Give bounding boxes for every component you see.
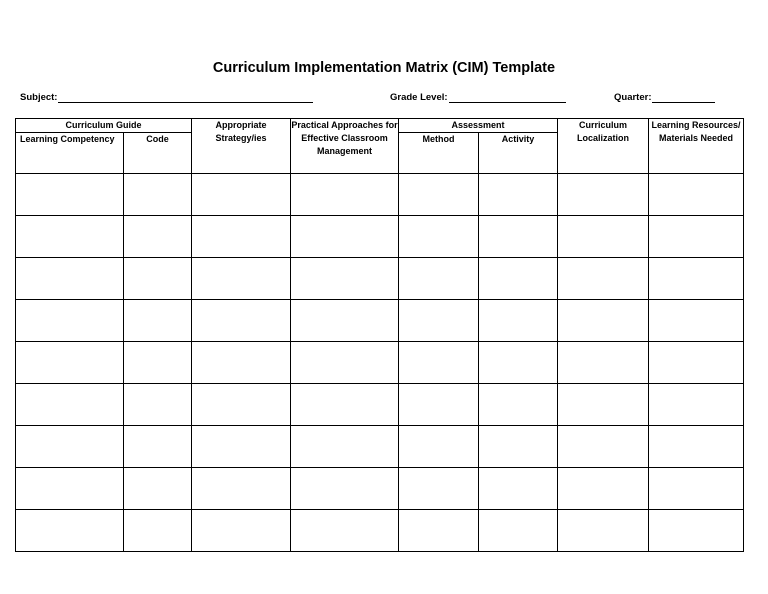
- cell-code[interactable]: [124, 174, 192, 216]
- cell-method[interactable]: [399, 174, 479, 216]
- cell-method[interactable]: [399, 426, 479, 468]
- table-row: [16, 426, 744, 468]
- grade-level-field: [390, 92, 566, 103]
- cell-localization[interactable]: [558, 342, 649, 384]
- cell-strategy[interactable]: [192, 258, 291, 300]
- cell-code[interactable]: [124, 216, 192, 258]
- cell-learning-competency[interactable]: [16, 174, 124, 216]
- header-activity: Activity: [479, 133, 558, 174]
- grade-level-blank-line[interactable]: [449, 92, 566, 103]
- cell-method[interactable]: [399, 468, 479, 510]
- cell-localization[interactable]: [558, 300, 649, 342]
- cell-code[interactable]: [124, 384, 192, 426]
- cell-method[interactable]: [399, 384, 479, 426]
- header-appropriate-strategy: Appropriate Strategy/ies: [192, 119, 291, 174]
- cell-method[interactable]: [399, 216, 479, 258]
- cell-practical-approaches[interactable]: [291, 216, 399, 258]
- cell-localization[interactable]: [558, 468, 649, 510]
- cell-learning-competency[interactable]: [16, 510, 124, 552]
- cell-strategy[interactable]: [192, 300, 291, 342]
- cell-localization[interactable]: [558, 174, 649, 216]
- cell-learning-competency[interactable]: [16, 468, 124, 510]
- cell-learning-competency[interactable]: [16, 258, 124, 300]
- table-row: [16, 300, 744, 342]
- cell-resources[interactable]: [649, 300, 744, 342]
- header-practical-approaches: Practical Approaches for Effective Classroom Management: [291, 119, 399, 174]
- cell-resources[interactable]: [649, 426, 744, 468]
- header-method: Method: [399, 133, 479, 174]
- cell-resources[interactable]: [649, 510, 744, 552]
- table-row: [16, 510, 744, 552]
- document-title: Curriculum Implementation Matrix (CIM) Template: [212, 60, 556, 76]
- table-row: [16, 216, 744, 258]
- cell-practical-approaches[interactable]: [291, 300, 399, 342]
- header-assessment: Assessment: [399, 119, 558, 133]
- cell-activity[interactable]: [479, 468, 558, 510]
- cell-practical-approaches[interactable]: [291, 384, 399, 426]
- cell-localization[interactable]: [558, 258, 649, 300]
- cell-code[interactable]: [124, 300, 192, 342]
- table-row: [16, 258, 744, 300]
- cell-learning-competency[interactable]: [16, 426, 124, 468]
- cell-code[interactable]: [124, 468, 192, 510]
- table-row: [16, 174, 744, 216]
- header-curriculum-guide: Curriculum Guide: [16, 119, 192, 133]
- cell-practical-approaches[interactable]: [291, 342, 399, 384]
- quarter-blank-line[interactable]: [652, 92, 715, 103]
- cell-practical-approaches[interactable]: [291, 426, 399, 468]
- subject-blank-line[interactable]: [58, 92, 313, 103]
- cell-learning-competency[interactable]: [16, 300, 124, 342]
- cell-method[interactable]: [399, 510, 479, 552]
- cell-code[interactable]: [124, 510, 192, 552]
- cell-resources[interactable]: [649, 384, 744, 426]
- cell-learning-competency[interactable]: [16, 384, 124, 426]
- table-row: [16, 384, 744, 426]
- cell-resources[interactable]: [649, 258, 744, 300]
- cell-activity[interactable]: [479, 426, 558, 468]
- header-curriculum-localization: Curriculum Localization: [558, 119, 649, 174]
- header-learning-resources: Learning Resources/ Materials Needed: [649, 119, 744, 174]
- cell-practical-approaches[interactable]: [291, 258, 399, 300]
- header-learning-competency: Learning Competency: [16, 133, 124, 174]
- cell-practical-approaches[interactable]: [291, 468, 399, 510]
- cell-practical-approaches[interactable]: [291, 174, 399, 216]
- cell-activity[interactable]: [479, 342, 558, 384]
- cell-code[interactable]: [124, 426, 192, 468]
- cell-strategy[interactable]: [192, 342, 291, 384]
- grade-level-label: Grade Level:: [390, 92, 448, 103]
- cell-strategy[interactable]: [192, 216, 291, 258]
- cell-learning-competency[interactable]: [16, 216, 124, 258]
- cell-learning-competency[interactable]: [16, 342, 124, 384]
- cell-activity[interactable]: [479, 174, 558, 216]
- cell-strategy[interactable]: [192, 426, 291, 468]
- cell-resources[interactable]: [649, 468, 744, 510]
- cell-localization[interactable]: [558, 510, 649, 552]
- cell-strategy[interactable]: [192, 510, 291, 552]
- cell-method[interactable]: [399, 300, 479, 342]
- cell-method[interactable]: [399, 342, 479, 384]
- cell-activity[interactable]: [479, 258, 558, 300]
- cell-localization[interactable]: [558, 384, 649, 426]
- cell-activity[interactable]: [479, 300, 558, 342]
- matrix-body: [16, 174, 744, 552]
- cell-activity[interactable]: [479, 216, 558, 258]
- cell-activity[interactable]: [479, 510, 558, 552]
- header-code: Code: [124, 133, 192, 174]
- cell-localization[interactable]: [558, 426, 649, 468]
- cell-strategy[interactable]: [192, 384, 291, 426]
- cell-method[interactable]: [399, 258, 479, 300]
- cell-resources[interactable]: [649, 174, 744, 216]
- table-row: [16, 468, 744, 510]
- cell-strategy[interactable]: [192, 174, 291, 216]
- cell-resources[interactable]: [649, 216, 744, 258]
- cell-strategy[interactable]: [192, 468, 291, 510]
- cell-practical-approaches[interactable]: [291, 510, 399, 552]
- curriculum-matrix-table: [15, 118, 744, 552]
- subject-label: Subject:: [20, 92, 58, 103]
- cell-localization[interactable]: [558, 216, 649, 258]
- cell-code[interactable]: [124, 342, 192, 384]
- cell-code[interactable]: [124, 258, 192, 300]
- subject-field: [20, 92, 313, 103]
- table-row: [16, 342, 744, 384]
- cell-activity[interactable]: [479, 384, 558, 426]
- quarter-label: Quarter:: [614, 92, 652, 103]
- cell-resources[interactable]: [649, 342, 744, 384]
- quarter-field: [614, 92, 715, 103]
